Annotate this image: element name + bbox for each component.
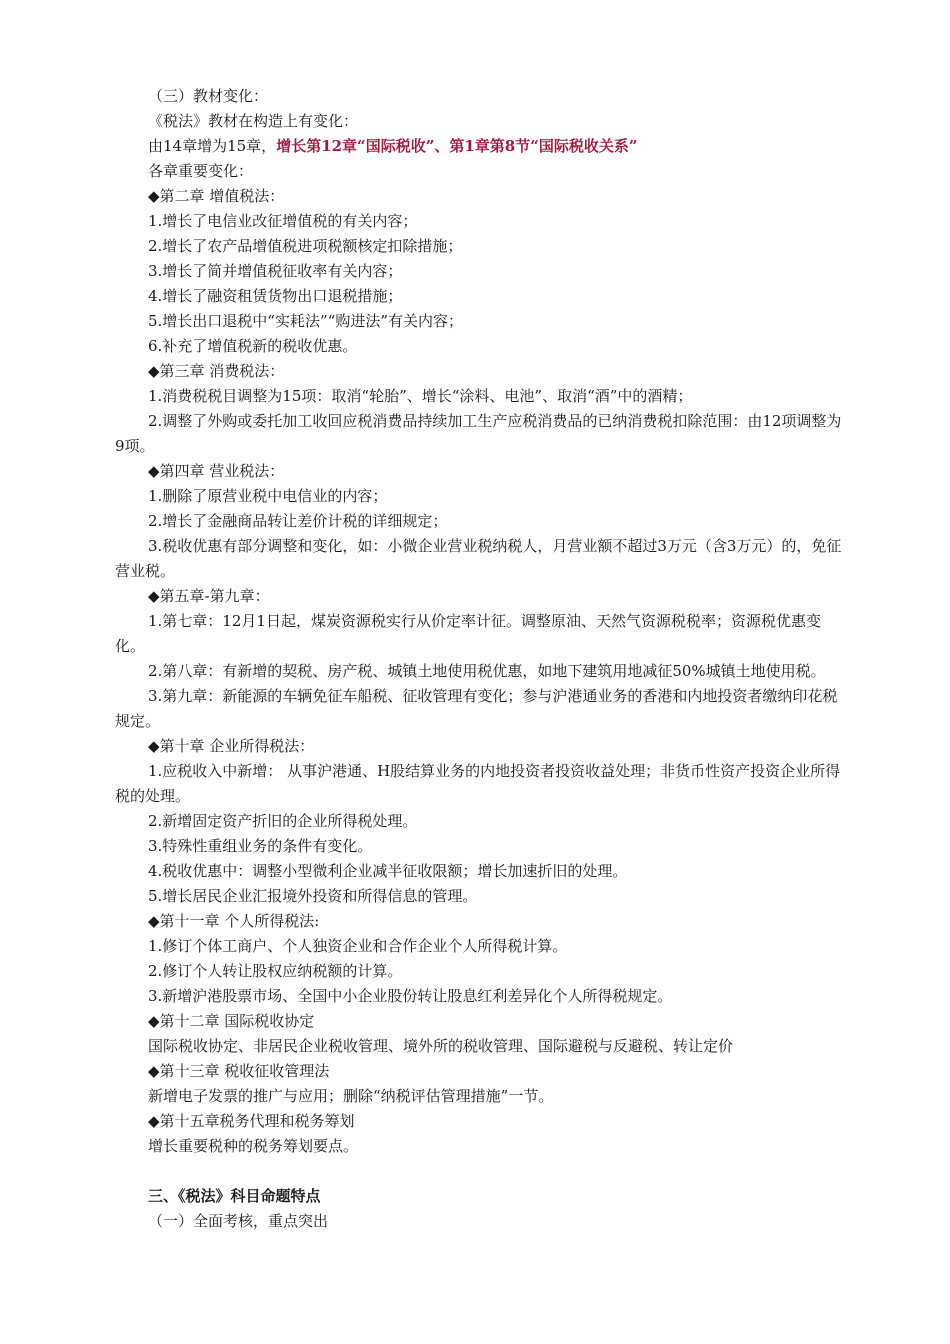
list-item: 4.增长了融资租赁货物出口退税措施； bbox=[148, 287, 403, 305]
list-item: 3.增长了简并增值税征收率有关内容； bbox=[148, 262, 403, 280]
chapter-heading-5-9: ◆第五章-第九章： bbox=[148, 587, 270, 605]
text-line: 《税法》教材在构造上有变化： bbox=[148, 112, 359, 130]
text-line: 新增电子发票的推广与应用；删除“纳税评估管理措施”一节。 bbox=[148, 1087, 554, 1105]
list-item: 6.补充了增值税新的税收优惠。 bbox=[148, 337, 358, 355]
chapter-heading-4: ◆第四章 营业税法： bbox=[148, 462, 285, 480]
text-line: 增长重要税种的税务筹划要点。 bbox=[148, 1137, 359, 1155]
chapter-heading-12: ◆第十二章 国际税收协定 bbox=[148, 1012, 315, 1030]
chapter-heading-13: ◆第十三章 税收征收管理法 bbox=[148, 1062, 330, 1080]
chapter-heading-3: ◆第三章 消费税法： bbox=[148, 362, 285, 380]
section-title-exam-features: 三、《税法》科目命题特点 bbox=[148, 1187, 321, 1205]
chapter-heading-2: ◆第二章 增值税法： bbox=[148, 187, 285, 205]
list-item: 5.增长居民企业汇报境外投资和所得信息的管理。 bbox=[148, 887, 478, 905]
list-item: 3.新增沪港股票市场、全国中小企业股份转让股息红利差异化个人所得税规定。 bbox=[148, 987, 673, 1005]
list-item-wrapped: 2.第八章：有新增的契税、房产税、城镇土地使用税优惠，如地下建筑用地减征50%城镇土地使用税。 bbox=[148, 662, 826, 680]
text-line: 各章重要变化： bbox=[148, 162, 254, 180]
chapter-heading-15: ◆第十五章税务代理和税务筹划 bbox=[148, 1112, 355, 1130]
list-item-wrapped: 3.第九章：新能源的车辆免征车船税、征收管理有变化；参与沪港通业务的香港和内地投资者缴纳印花税规定。 bbox=[115, 687, 838, 730]
list-item: 1.消费税税目调整为15项：取消“轮胎”、增长“涂料、电池”、取消“酒”中的酒精； bbox=[148, 387, 693, 405]
text-line-chapters bbox=[148, 134, 848, 159]
list-item: 3.特殊性重组业务的条件有变化。 bbox=[148, 837, 373, 855]
subsection-title: （一）全面考核，重点突出 bbox=[148, 1212, 329, 1230]
list-item-wrapped: 2.调整了外购或委托加工收回应税消费品持续加工生产应税消费品的已纳消费税扣除范围：由12项调整为9项。 bbox=[115, 412, 842, 455]
list-item: 2.修订个人转让股权应纳税额的计算。 bbox=[148, 962, 403, 980]
document-body bbox=[115, 84, 848, 1234]
chapter-heading-11: ◆第十一章 个人所得税法: bbox=[148, 912, 320, 930]
list-item: 2.增长了农产品增值税进项税额核定扣除措施； bbox=[148, 237, 463, 255]
list-item: 1.增长了电信业改征增值税的有关内容； bbox=[148, 212, 418, 230]
list-item-wrapped: 1.第七章：12月1日起，煤炭资源税实行从价定率计征。调整原油、天然气资源税税率；资源税优惠变化。 bbox=[115, 612, 821, 655]
list-item: 1.修订个体工商户、个人独资企业和合作企业个人所得税计算。 bbox=[148, 937, 568, 955]
list-item-wrapped: 1.应税收入中新增： 从事沪港通、H股结算业务的内地投资者投资收益处理；非货币性资产投资企业所得税的处理。 bbox=[115, 762, 841, 805]
list-item: 1.删除了原营业税中电信业的内容； bbox=[148, 487, 388, 505]
subsection-title-textbook-changes: （三）教材变化： bbox=[148, 87, 269, 105]
list-item: 4.税收优惠中：调整小型微利企业减半征收限额；增长加速折旧的处理。 bbox=[148, 862, 628, 880]
list-item: 2.新增固定资产折旧的企业所得税处理。 bbox=[148, 812, 418, 830]
text-plain: 由14章增为15章， bbox=[148, 137, 277, 155]
chapter-heading-10: ◆第十章 企业所得税法： bbox=[148, 737, 315, 755]
text-line: 国际税收协定、非居民企业税收管理、境外所的税收管理、国际避税与反避税、转让定价 bbox=[148, 1037, 734, 1055]
spacer bbox=[148, 1159, 848, 1184]
list-item: 5.增长出口退税中“实耗法”“购进法”有关内容； bbox=[148, 312, 463, 330]
list-item: 2.增长了金融商品转让差价计税的详细规定； bbox=[148, 512, 448, 530]
highlight-red-text: 增长第12章“国际税收”、第1章第8节“国际税收关系” bbox=[276, 137, 638, 155]
list-item-wrapped: 3.税收优惠有部分调整和变化，如：小微企业营业税纳税人，月营业额不超过3万元（含3万元）的，免征营业税。 bbox=[115, 537, 842, 580]
